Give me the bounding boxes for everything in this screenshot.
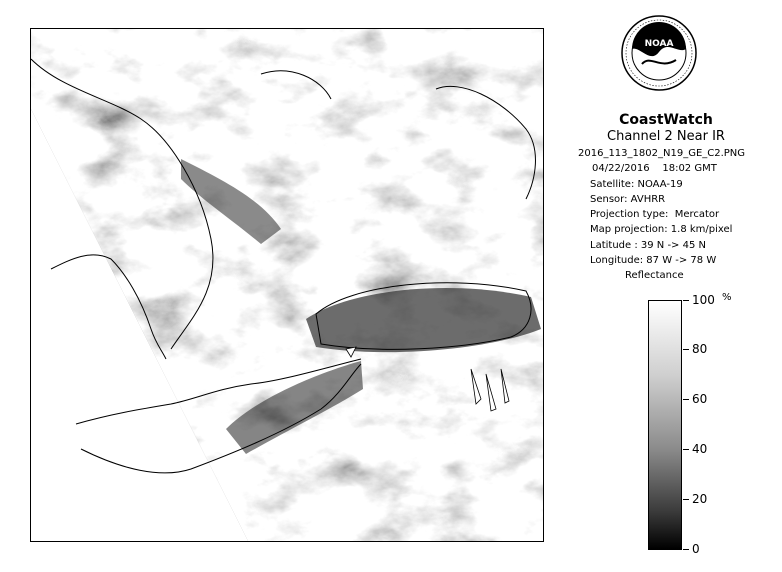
colorbar-tick — [683, 449, 689, 450]
svg-text:NOAA: NOAA — [644, 39, 674, 49]
datetime: 04/22/2016 18:02 GMT — [592, 163, 717, 175]
reflectance-colorbar — [648, 300, 682, 550]
colorbar-tick — [683, 349, 689, 350]
colorbar-tick-label: 100 — [692, 293, 715, 307]
legend-title: Reflectance — [625, 270, 684, 281]
satellite-image — [31, 29, 544, 542]
latitude-label: Latitude : 39 N -> 45 N — [590, 239, 706, 251]
noaa-seal-icon — [620, 14, 698, 92]
brand-title: CoastWatch — [619, 112, 713, 128]
colorbar-tick-label: 60 — [692, 392, 708, 406]
image-metadata — [578, 146, 746, 268]
channel-subtitle: Channel 2 Near IR — [607, 129, 725, 144]
colorbar-tick-label: 20 — [692, 492, 708, 506]
satellite-label: Satellite: NOAA-19 — [590, 178, 683, 190]
colorbar-tick-label: 80 — [692, 342, 708, 356]
colorbar-tick — [683, 499, 689, 500]
filename: 2016_113_1802_N19_GE_C2.PNG — [578, 148, 746, 159]
colorbar-tick-label: 0 — [692, 542, 700, 556]
sensor-label: Sensor: AVHRR — [590, 193, 666, 205]
satellite-image-panel — [30, 28, 544, 542]
map-projection-label: Map projection: 1.8 km/pixel — [590, 224, 733, 236]
colorbar-tick — [683, 549, 689, 550]
longitude-label: Longitude: 87 W -> 78 W — [590, 255, 717, 267]
legend-unit: % — [722, 292, 732, 303]
colorbar-tick — [683, 399, 689, 400]
colorbar-tick-label: 40 — [692, 442, 708, 456]
colorbar-tick — [683, 300, 689, 301]
projection-type-label: Projection type: Mercator — [590, 209, 720, 221]
noaa-logo — [620, 14, 698, 92]
